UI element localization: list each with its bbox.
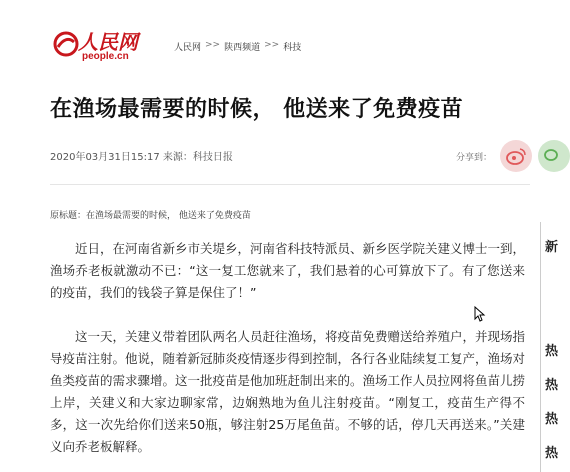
share-label: 分享到： [456,153,493,163]
side-panel-label[interactable]: 热 [545,446,559,461]
side-panel-label[interactable]: 热 [545,378,559,393]
breadcrumb-separator: >> [264,40,280,50]
people-logo-icon [52,30,80,58]
wechat-share-icon [538,140,570,172]
wechat-share-button[interactable] [538,140,570,172]
weibo-share-button[interactable] [500,140,532,172]
site-header [0,0,550,80]
site-logo[interactable] [52,28,162,68]
article-paragraph: 这一天，关建义带着团队两名人员赶往渔场，将疫苗免费赠送给养殖户，并现场指导疫苗注射。他说，随着新冠肺炎疫情逐步得到控制，各行各业陆续复工复产，渔场对鱼类疫苗的需求骤增。这一批疫苗是他加班赶制出来的。渔场工作人员拉网将鱼苗儿捞上岸，关建义和大家边聊家常，边娴熟地为鱼儿注射疫苗。“刚复工，疫苗生产得不多，这一次先给你们送来50瓶，够注射25万尾鱼苗。不够的话，停几天再送来。”关建义向乔老板解释。 [50,329,526,454]
meta-divider [50,184,530,185]
article-paragraph: 近日，在河南省新乡市关堤乡，河南省科技特派员、新乡医学院关建义博士一到，渔场乔老板就激动不已：“这一复工您就来了，我们悬着的心可算放下了。有了您送来的疫苗，我们的钱袋子算是保住了！” [50,241,526,300]
weibo-share-icon [500,140,532,172]
side-panel-label[interactable]: 热 [545,412,559,427]
article-meta: 2020年03月31日15:17 来源：科技日报 [50,152,233,163]
logo-text: 人民网 [78,30,138,54]
original-title: 原标题：在渔场最需要的时候， 他送来了免费疫苗 [50,211,251,221]
side-panel-label[interactable]: 新 [545,240,559,255]
breadcrumb-section[interactable]: 科技 [283,43,302,53]
article-title: 在渔场最需要的时候， 他送来了免费疫苗 [50,97,464,122]
breadcrumb-home[interactable]: 人民网 [174,43,202,53]
side-panel-label[interactable]: 热 [545,344,559,359]
breadcrumb [174,40,301,53]
mouse-cursor-icon [474,306,486,322]
breadcrumb-separator: >> [205,40,221,50]
breadcrumb-channel[interactable]: 陕西频道 [224,43,261,53]
logo-domain: people.cn [82,51,129,62]
